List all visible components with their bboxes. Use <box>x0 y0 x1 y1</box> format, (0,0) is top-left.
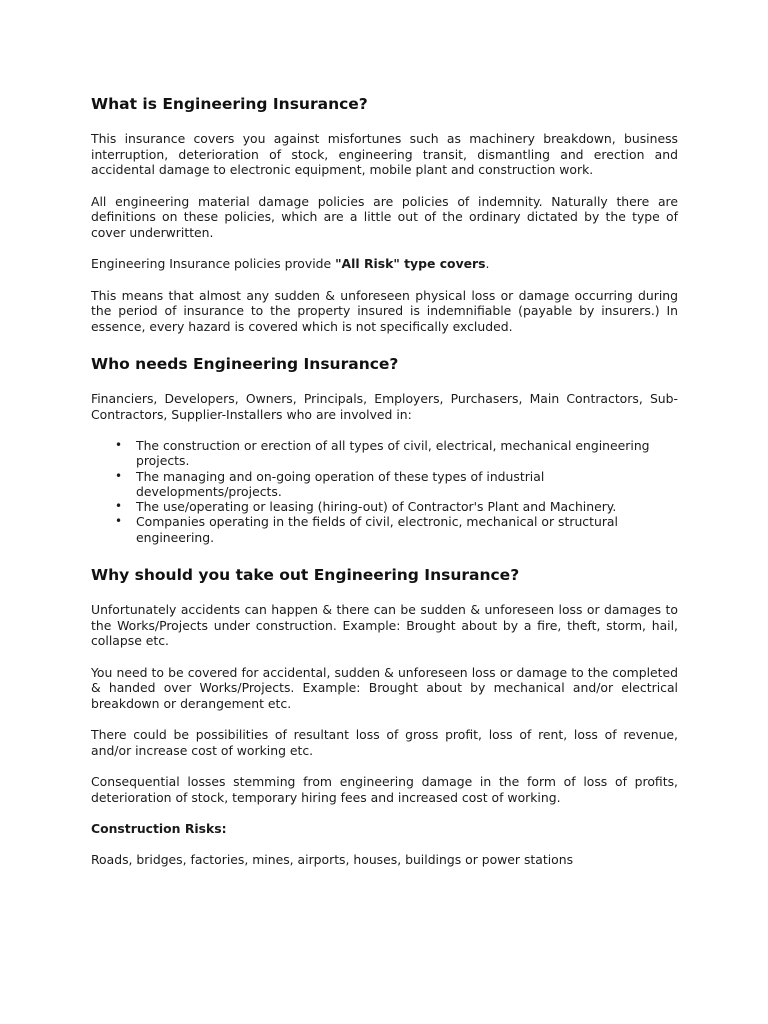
list-item-text: The use/operating or leasing (hiring-out) of Contractor's Plant and Machinery. <box>136 499 617 515</box>
paragraph-what-3-pre: Engineering Insurance policies provide <box>91 256 336 271</box>
paragraph-what-3 <box>91 256 678 272</box>
paragraph-what-1: This insurance covers you against misfortunes such as machinery breakdown, business interruption, deterioration of stock, engineering transit, dismantling and erection and accidental damage to electronic equipment, mobile plant and construction work. <box>91 131 678 177</box>
bullet-icon: • <box>115 499 123 514</box>
paragraph-what-2: All engineering material damage policies are policies of indemnity. Naturally there are definitions on these policies, which are a little out of the ordinary dictated by the type of cover underwritten. <box>91 193 678 240</box>
paragraph-construction-risks: Roads, bridges, factories, mines, airports, houses, buildings or power stations <box>91 851 574 867</box>
heading-who-needs-engineering-insurance: Who needs Engineering Insurance? <box>91 355 399 373</box>
paragraph-why-3: There could be possibilities of resultant loss of gross profit, loss of rent, loss of revenue, and/or increase cost of working etc. <box>91 727 678 758</box>
paragraph-why-2: You need to be covered for accidental, sudden & unforeseen loss or damage to the completed & handed over Works/Projects. Example: Brought about by mechanical and/or electrical breakdown or derangement etc. <box>91 664 678 711</box>
list-item-text: Companies operating in the fields of civil, electronic, mechanical or structural engineering. <box>136 514 618 545</box>
all-risk-emphasis: "All Risk" type covers <box>335 256 486 271</box>
list-item-text: The construction or erection of all types of civil, electrical, mechanical engineering projects. <box>136 438 650 469</box>
heading-why-take-out-engineering-insurance: Why should you take out Engineering Insurance? <box>91 566 520 585</box>
list-item <box>91 469 656 500</box>
paragraph-what-3-post: . <box>485 256 490 271</box>
document-page <box>91 94 678 883</box>
paragraph-why-1: Unfortunately accidents can happen & there can be sudden & unforeseen loss or damages to the Works/Projects under construction. Example: Brought about by a fire, theft, storm, hail, collapse etc. <box>91 602 678 649</box>
bullet-icon: • <box>115 514 123 529</box>
list-item <box>91 514 656 545</box>
who-list <box>91 438 678 545</box>
bullet-icon: • <box>115 468 123 483</box>
list-item <box>91 438 656 469</box>
paragraph-what-4: This means that almost any sudden & unforeseen physical loss or damage occurring during the period of insurance to the property insured is indemnifiable (payable by insurers.) In essence, every hazard is covered which is not specifically excluded. <box>91 287 678 334</box>
bullet-icon: • <box>115 438 123 452</box>
paragraph-why-4: Consequential losses stemming from engineering damage in the form of loss of profits, deterioration of stock, temporary hiring fees and increased cost of working. <box>91 774 678 805</box>
heading-construction-risks: Construction Risks: <box>91 821 227 837</box>
heading-what-is-engineering-insurance: What is Engineering Insurance? <box>91 95 368 113</box>
paragraph-who-intro: Financiers, Developers, Owners, Principals, Employers, Purchasers, Main Contractors, Sub-Contractors, Supplier-Installers who are involved in: <box>91 391 678 422</box>
list-item <box>91 499 656 514</box>
list-item-text: The managing and on-going operation of these types of industrial developments/projects. <box>136 468 545 499</box>
